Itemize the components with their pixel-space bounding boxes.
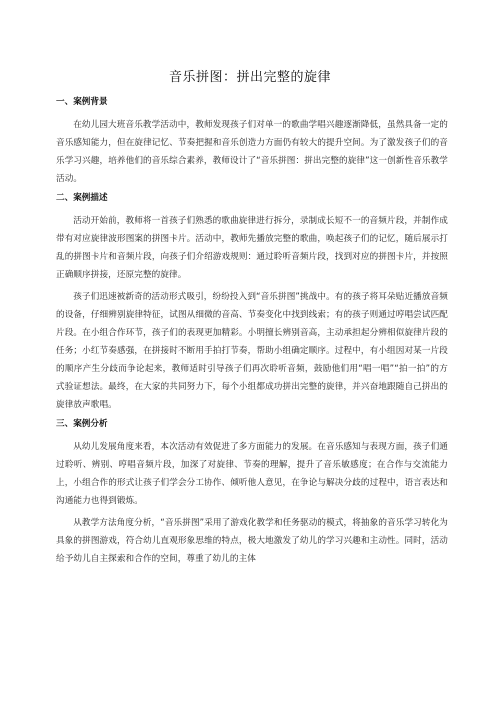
section-heading: 二、案例描述 [56, 193, 108, 203]
paragraph: 孩子们迅速被新奇的活动形式吸引，纷纷投入到“音乐拼图”挑战中。有的孩子将耳朵贴近播放音频的设备，仔细辨别旋律特征，试图从细微的音高、节奏变化中找到线索；有的孩子则通过哼唱尝试匹配片段。在小组合作环节，孩子们的表现更加精彩。小明擅长辨别音高，主动承担起分辨相似旋律片段的任务；小红节奏感强，在拼接时不断用手拍打节奏，帮助小组确定顺序。过程中，有小组因对某一片段的顺序产生分歧而争论起来，教师适时引导孩子们再次聆听音频，鼓励他们用“唱一唱”“拍一拍”的方式验证想法。最终，在大家的共同努力下，每个小组都成功拼出完整的旋律，并兴奋地跟随自己拼出的旋律放声歌唱。 [56, 292, 448, 410]
section-background [56, 96, 448, 188]
document-title: 音乐拼图：拼出完整的旋律 [168, 70, 331, 85]
paragraph: 在幼儿园大班音乐教学活动中，教师发现孩子们对单一的歌曲学唱兴趣逐渐降低，虽然具备一定的音乐感知能力，但在旋律记忆、节奏把握和音乐创造力方面仍有较大的提升空间。为了激发孩子们的音乐学习兴趣，培养他们的音乐综合素养，教师设计了“音乐拼图：拼出完整的旋律”这一创新性音乐教学活动。 [56, 120, 448, 184]
section-description [56, 192, 448, 414]
section-heading: 一、案例背景 [56, 97, 108, 107]
paragraph: 从幼儿发展角度来看，本次活动有效促进了多方面能力的发展。在音乐感知与表现方面，孩子们通过聆听、辨别、哼唱音频片段，加深了对旋律、节奏的理解，提升了音乐敏感度；在合作与交流能力上，小组合作的形式让孩子们学会分工协作、倾听他人意见，在争论与解决分歧的过程中，语言表达和沟通能力也得到锻炼。 [56, 442, 448, 506]
paragraph: 活动开始前，教师将一首孩子们熟悉的歌曲旋律进行拆分，录制成长短不一的音频片段，并制作成带有对应旋律波形图案的拼图卡片。活动中，教师先播放完整的歌曲，唤起孩子们的记忆，随后展示打乱的拼图卡片和音频片段，向孩子们介绍游戏规则：通过聆听音频片段，找到对应的拼图卡片，并按照正确顺序拼接，还原完整的旋律。 [56, 216, 448, 280]
paragraph: 从教学方法角度分析，“音乐拼图”采用了游戏化教学和任务驱动的模式，将抽象的音乐学习转化为具象的拼图游戏，符合幼儿直观形象思维的特点，极大地激发了幼儿的学习兴趣和主动性。同时，活动给予幼儿自主探索和合作的空间，尊重了幼儿的主体 [56, 518, 448, 564]
section-heading: 三、案例分析 [56, 419, 108, 429]
document-body [56, 96, 448, 571]
section-analysis [56, 418, 448, 568]
